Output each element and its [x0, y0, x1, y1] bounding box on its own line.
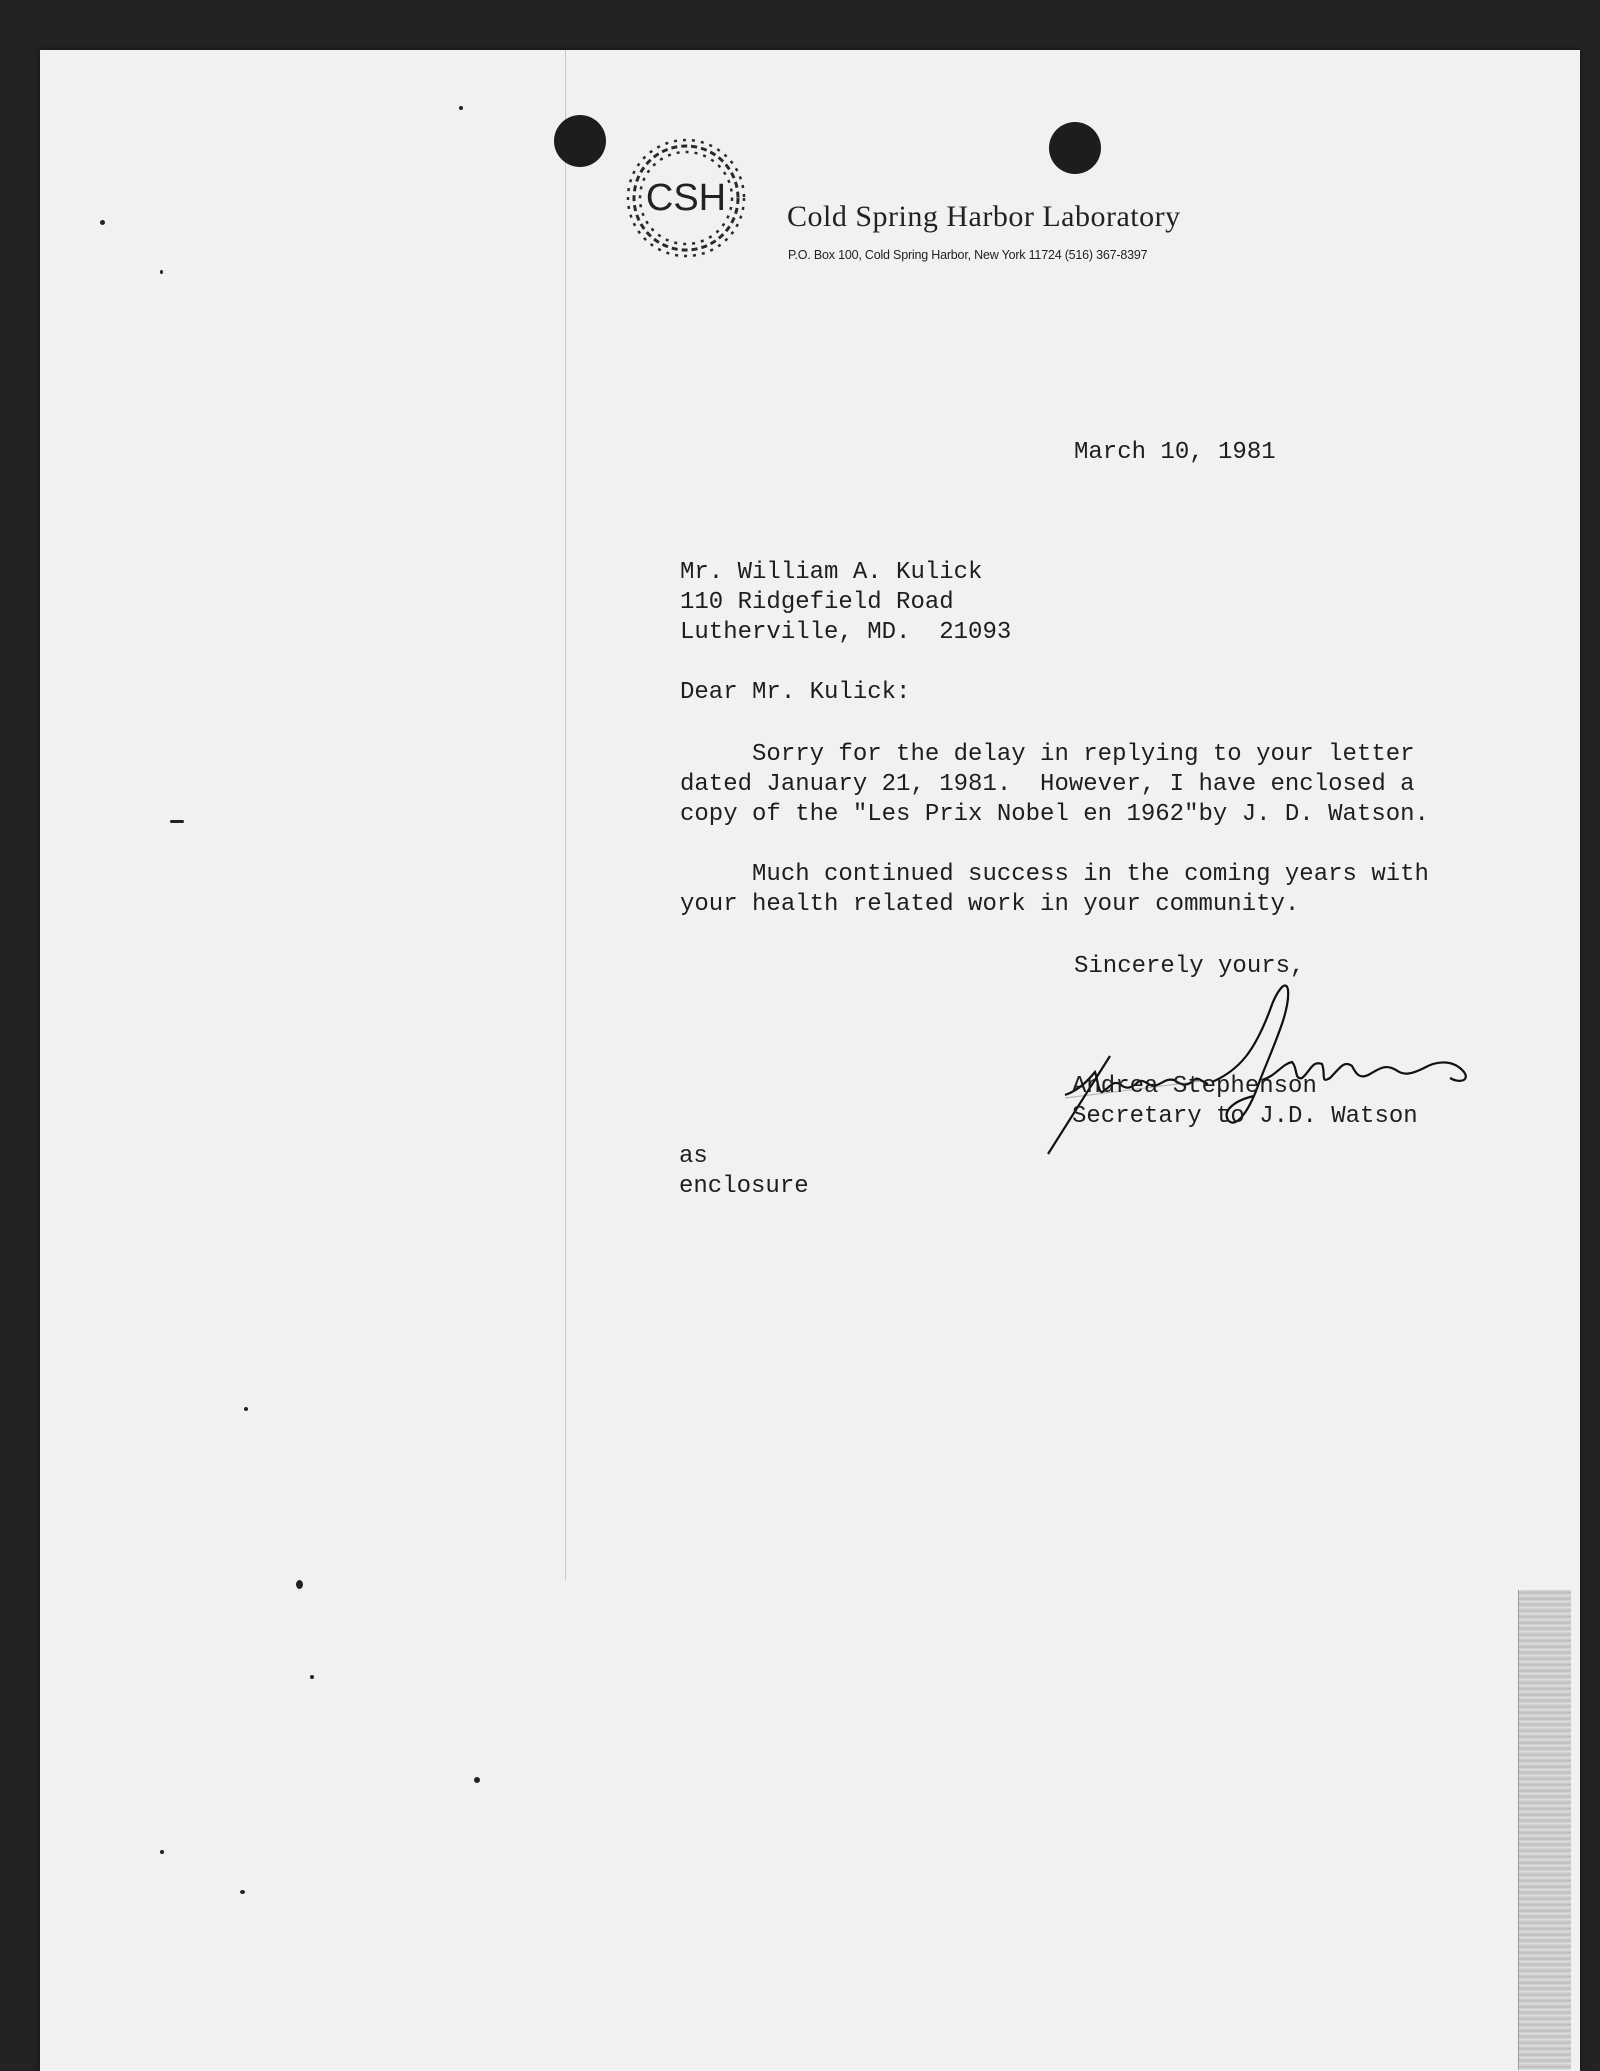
- recipient-street: 110 Ridgefield Road: [680, 589, 954, 616]
- lab-name: Cold Spring Harbor Laboratory: [787, 200, 1181, 233]
- underlying-page-edge: [1518, 1590, 1571, 2070]
- logo-text: CSH: [645, 177, 727, 219]
- body-line: dated January 21, 1981. However, I have enclosed a: [680, 771, 1415, 798]
- body-line: copy of the "Les Prix Nobel en 1962"by J. D. Watson.: [680, 801, 1429, 828]
- typist-initials: as: [679, 1143, 708, 1170]
- ink-speck: [160, 1850, 164, 1854]
- letter-page: [40, 50, 1580, 2071]
- ink-speck: [244, 1407, 248, 1411]
- ink-speck: [296, 1580, 303, 1589]
- body-line: your health related work in your community.: [680, 891, 1300, 918]
- body-line: Much continued success in the coming years with: [680, 861, 1429, 888]
- fold-line: [565, 50, 566, 1580]
- body-line: Sorry for the delay in replying to your letter: [680, 741, 1415, 768]
- letter-date: March 10, 1981: [1074, 439, 1276, 466]
- salutation: Dear Mr. Kulick:: [680, 679, 911, 706]
- ink-speck: [474, 1777, 480, 1783]
- recipient-city: Lutherville, MD. 21093: [680, 619, 1012, 646]
- ink-speck: [459, 106, 463, 110]
- punch-hole-left: [554, 115, 606, 167]
- ink-speck: [100, 220, 105, 225]
- lab-address: P.O. Box 100, Cold Spring Harbor, New York 11724 (516) 367-8397: [788, 248, 1148, 262]
- recipient-name: Mr. William A. Kulick: [680, 559, 983, 586]
- ink-speck: [170, 820, 184, 823]
- ink-speck: [310, 1675, 314, 1679]
- closing: Sincerely yours,: [1074, 953, 1305, 980]
- csh-logo: [623, 135, 749, 261]
- punch-hole-right: [1049, 122, 1101, 174]
- signer-name: Andrea Stephenson: [1072, 1073, 1317, 1100]
- enclosure-note: enclosure: [679, 1173, 809, 1200]
- ink-speck: [160, 270, 163, 274]
- ink-speck: [240, 1890, 245, 1894]
- signer-title: Secretary to J.D. Watson: [1072, 1103, 1418, 1130]
